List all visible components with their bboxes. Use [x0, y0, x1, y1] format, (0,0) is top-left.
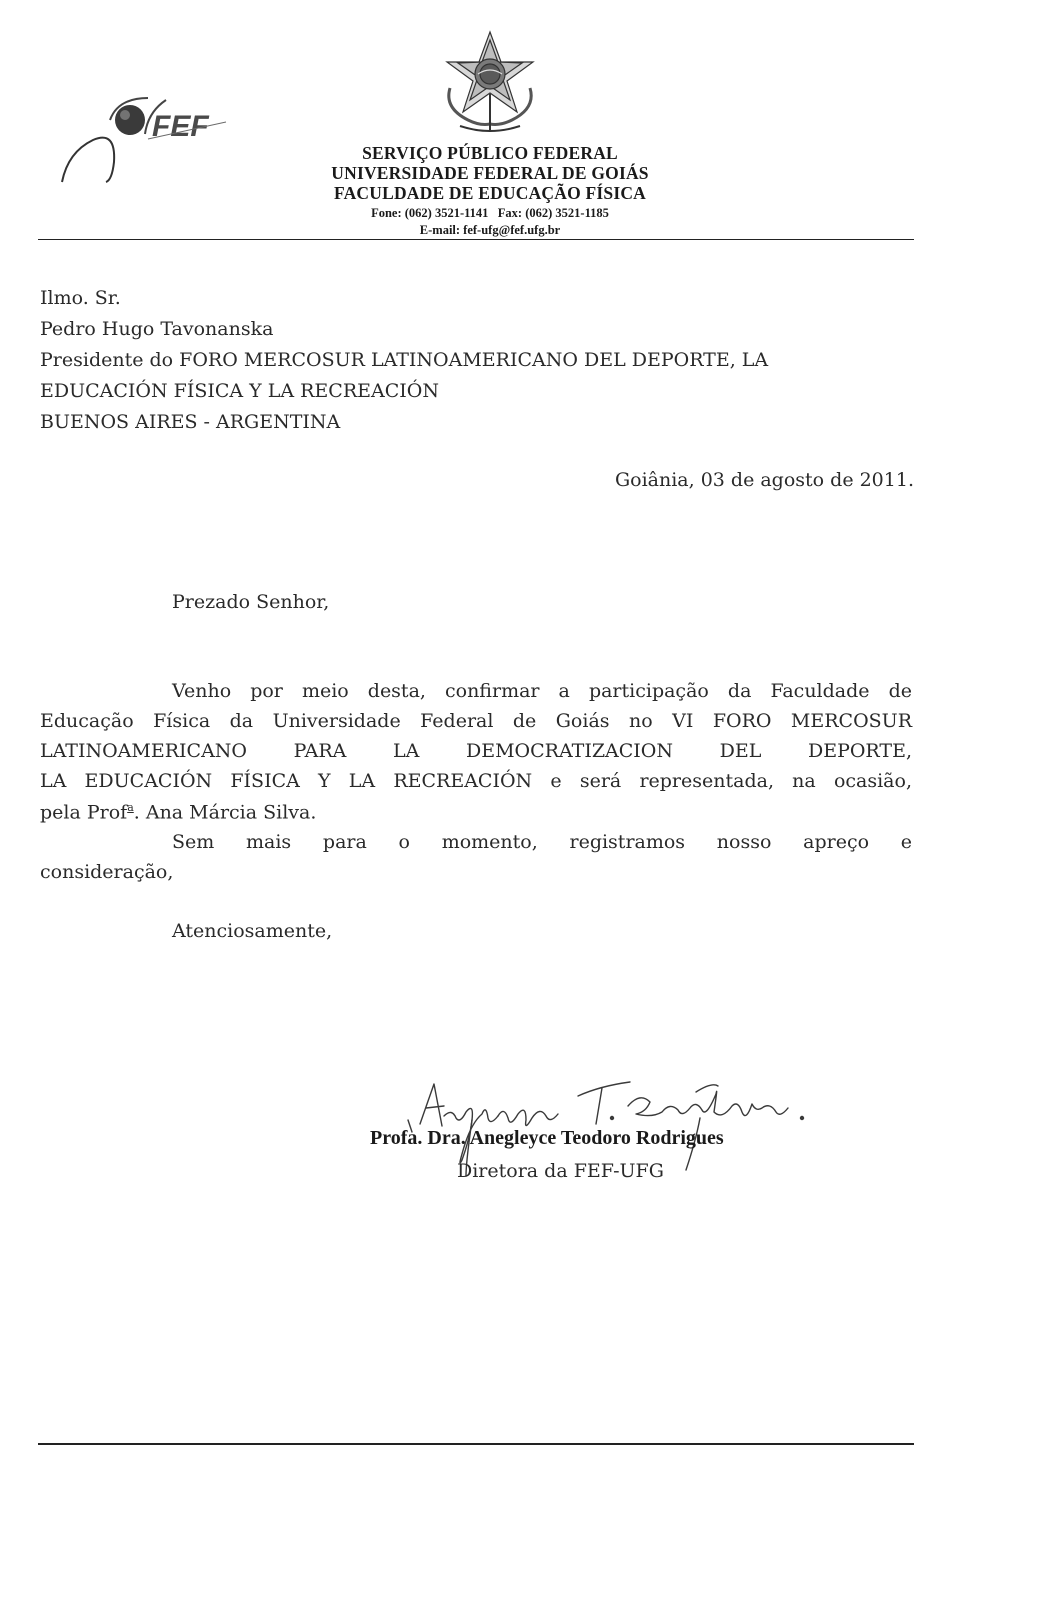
footer-divider [38, 1443, 914, 1445]
body-line-4: LA EDUCACIÓN FÍSICA Y LA RECREACIÓN e será representada, na ocasião, [40, 770, 912, 792]
header-line-3: FACULDADE DE EDUCAÇÃO FÍSICA [333, 183, 647, 203]
body-line-3: LATINOAMERICANO PARA LA DEMOCRATIZACION DEL DEPORTE, [40, 740, 912, 762]
body-line-5-sup: a [127, 801, 134, 814]
body-line-5-start: pela Prof [40, 801, 128, 824]
body-closing-line-2: consideração, [40, 861, 174, 883]
closing: Atenciosamente, [172, 920, 333, 942]
greeting: Prezado Senhor, [172, 591, 330, 613]
signatory-title: Diretora da FEF-UFG [457, 1160, 664, 1182]
body-line-5 [40, 801, 316, 823]
body-line-1: Venho por meio desta, confirmar a participação da Faculdade de [172, 680, 912, 702]
header-divider [38, 239, 914, 240]
fef-logo [48, 92, 238, 188]
recipient-salutation: Ilmo. Sr. [40, 287, 121, 309]
body-closing-line-1: Sem mais para o momento, registramos nosso apreço e [172, 831, 912, 853]
header-phone-fax: Fone: (062) 3521-1141 Fax: (062) 3521-1185 [371, 206, 609, 220]
recipient-location: BUENOS AIRES - ARGENTINA [40, 411, 341, 433]
header-line-1: SERVIÇO PÚBLICO FEDERAL [362, 143, 618, 163]
logo-text: FEF [152, 110, 209, 143]
header-email: E-mail: fef-ufg@fef.ufg.br [419, 223, 561, 237]
body-line-2: Educação Física da Universidade Federal de Goiás no VI FORO MERCOSUR [40, 710, 912, 732]
body-line-5-end: . Ana Márcia Silva. [133, 801, 317, 824]
header-line-2: UNIVERSIDADE FEDERAL DE GOIÁS [331, 163, 649, 183]
coat-of-arms-icon [440, 28, 540, 136]
recipient-role-line-1: Presidente do FORO MERCOSUR LATINOAMERICANO DEL DEPORTE, LA [40, 349, 769, 371]
letter-date: Goiânia, 03 de agosto de 2011. [614, 469, 914, 491]
recipient-role-line-2: EDUCACIÓN FÍSICA Y LA RECREACIÓN [40, 380, 439, 402]
recipient-name: Pedro Hugo Tavonanska [40, 318, 274, 340]
signatory-name: Profa. Dra. Anegleyce Teodoro Rodrigues [370, 1127, 724, 1149]
